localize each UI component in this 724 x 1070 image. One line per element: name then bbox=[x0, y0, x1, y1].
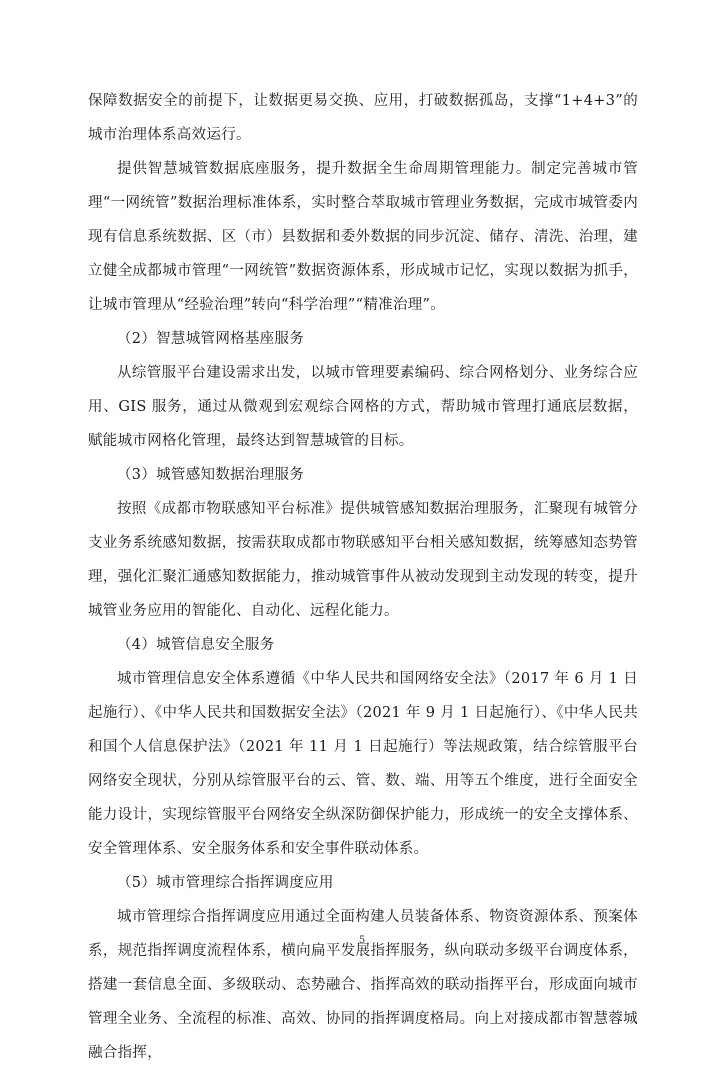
section-heading-2: （2）智慧城管网格基座服务 bbox=[117, 331, 305, 347]
paragraph-6: 城市管理综合指挥调度应用通过全面构建人员装备体系、物资资源体系、预案体系，规范指挥调度流程体系，横向扁平发展指挥服务，纵向联动多级平台调度体系，搭建一套信息全面、多级联动、态势融合、指挥高效的联动指挥平台，形成面向城市管理全业务、全流程的标准、高效、协同的指挥调度格局。向上对接成都市智慧蓉城融合指挥， bbox=[88, 909, 638, 1061]
page-number: 5 bbox=[358, 935, 366, 946]
paragraph-2: 提供智慧城管数据底座服务，提升数据全生命周期管理能力。制定完善城市管理“一网统管”数据治理标准体系，实时整合萃取城市管理业务数据，完成市城管委内现有信息系统数据、区（市）县数据和委外数据的同步沉淀、储存、清洗、治理，建立健全成都城市管理“一网统管”数据资源体系，形成城市记忆，实现以数据为抓手，让城市管理从“经验治理”转向“科学治理”“精准治理”。 bbox=[88, 161, 638, 313]
paragraph-4: 按照《成都市物联感知平台标准》提供城管感知数据治理服务，汇聚现有城管分支业务系统感知数据，按需获取成都市物联感知平台相关感知数据，统筹感知态势管理，强化汇聚汇通感知数据能力，推动城管事件从被动发现到主动发现的转变，提升城管业务应用的智能化、自动化、远程化能力。 bbox=[88, 501, 638, 619]
section-heading-5: （5）城市管理综合指挥调度应用 bbox=[117, 875, 334, 891]
paragraph-3: 从综管服平台建设需求出发，以城市管理要素编码、综合网格划分、业务综合应用、GIS 服务，通过从微观到宏观综合网格的方式，帮助城市管理打通底层数据，赋能城市网格化管理，最终达到智慧城管的目标。 bbox=[88, 365, 638, 449]
page-body bbox=[88, 84, 638, 1070]
paragraph-5: 城市管理信息安全体系遵循《中华人民共和国网络安全法》（2017 年 6 月 1 日起施行）、《中华人民共和国数据安全法》（2021 年 9 月 1 日起施行）、《中华人民共和国个人信息保护法》（2021 年 11 月 1 日起施行）等法规政策，结合综管服平台网络安全现状，分别从综管服平台的云、管、数、端、用等五个维度，进行全面安全能力设计，实现综管服平台网络安全纵深防御保护能力，形成统一的安全支撑体系、安全管理体系、安全服务体系和安全事件联动体系。 bbox=[88, 671, 638, 857]
section-heading-3: （3）城管感知数据治理服务 bbox=[117, 467, 305, 483]
paragraph-1: 保障数据安全的前提下，让数据更易交换、应用，打破数据孤岛，支撑“1+4+3”的城市治理体系高效运行。 bbox=[88, 93, 638, 143]
section-heading-4: （4）城管信息安全服务 bbox=[117, 637, 275, 653]
